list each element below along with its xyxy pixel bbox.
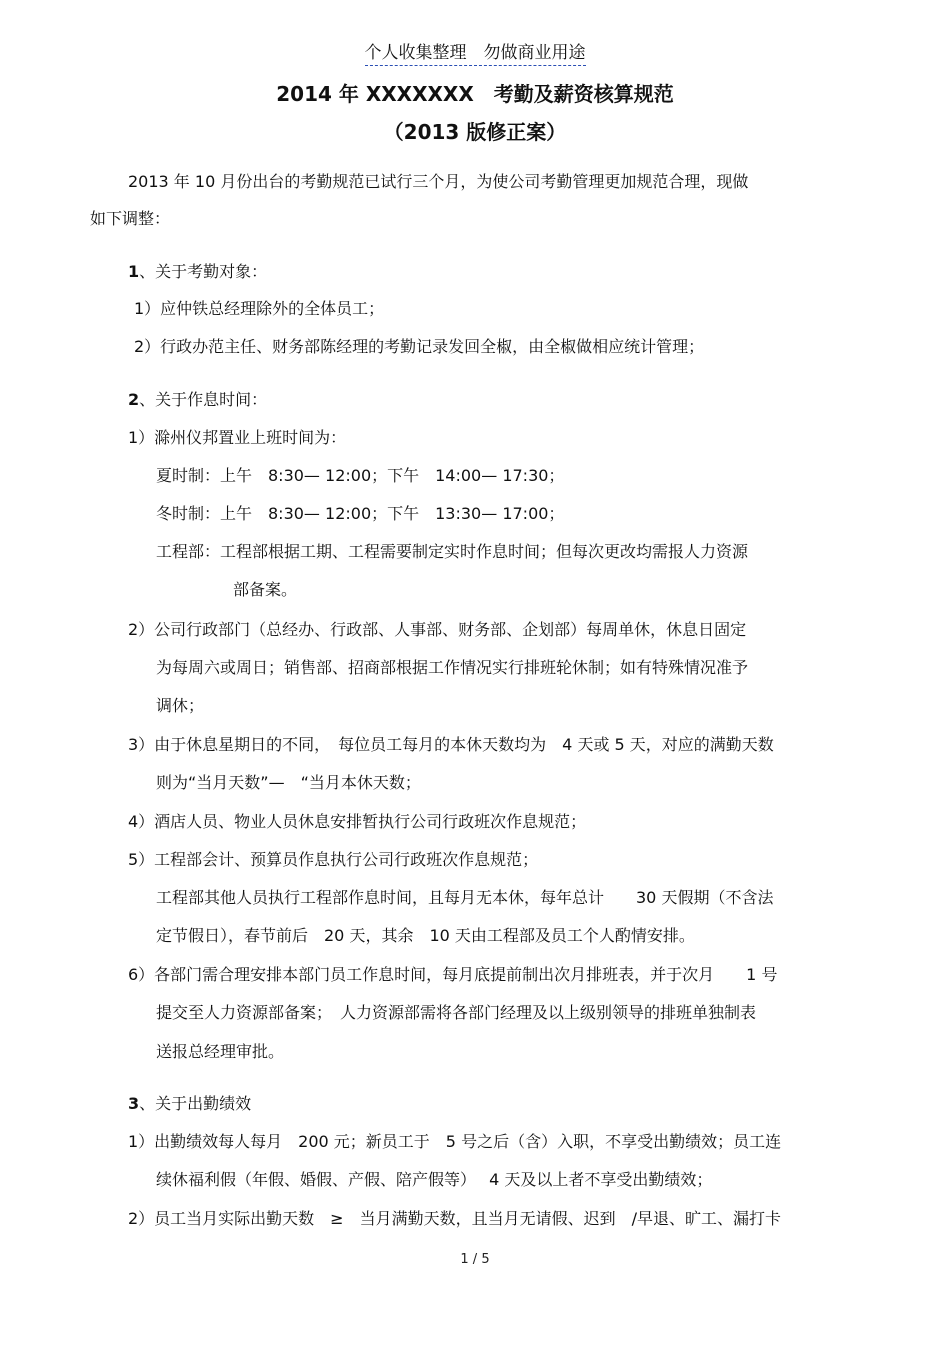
list-item-continuation: 调休； [156,696,205,715]
section-heading-1 [128,262,267,282]
schedule-line: 工程部：工程部根据工期、工程需要制定实时作息时间；但每次更改均需报人力资源 [156,542,749,561]
list-item: 3）由于休息星期日的不同， 每位员工每月的本休天数均为 4 天或 5 天，对应的满勤天数 [128,735,774,754]
section-heading-text: 、关于作息时间： [139,390,268,409]
document-title: 2014 年 XXXXXXX 考勤及薪资核算规范 [276,82,674,106]
list-item-continuation: 续休福利假（年假、婚假、产假、陪产假等） 4 天及以上者不享受出勤绩效； [156,1170,713,1189]
list-item: 4）酒店人员、物业人员休息安排暂执行公司行政班次作息规范； [128,812,587,831]
list-item: 5）工程部会计、预算员作息执行公司行政班次作息规范； [128,850,539,869]
list-item: 1）滁州仪邦置业上班时间为： [128,428,347,447]
list-item-continuation: 则为“当月天数”— “当月本休天数； [156,773,421,792]
section-heading-text: 、关于出勤绩效 [139,1094,252,1113]
schedule-line: 夏时制：上午 8:30— 12:00；下午 14:00— 17:30； [156,466,565,485]
page-number: 1 / 5 [460,1252,490,1267]
schedule-line: 冬时制：上午 8:30— 12:00；下午 13:30— 17:00； [156,504,565,523]
intro-line: 2013 年 10 月份出台的考勤规范已试行三个月，为使公司考勤管理更加规范合理，现做 [128,172,749,191]
list-item-continuation: 工程部其他人员执行工程部作息时间，且每月无本休，每年总计 30 天假期（不含法 [156,888,774,907]
list-item: 2）行政办范主任、财务部陈经理的考勤记录发回全椒，由全椒做相应统计管理； [134,337,705,356]
intro-line: 如下调整： [90,209,171,228]
list-item: 2）员工当月实际出勤天数 ≥ 当月满勤天数，且当月无请假、迟到 /早退、旷工、漏打卡 [128,1209,781,1228]
schedule-line: 部备案。 [233,580,298,599]
list-item-continuation: 定节假日），春节前后 20 天，其余 10 天由工程部及员工个人酌情安排。 [156,926,695,945]
list-item-continuation: 为每周六或周日；销售部、招商部根据工作情况实行排班轮休制；如有特殊情况准予 [156,658,749,677]
list-item-continuation: 提交至人力资源部备案； 人力资源部需将各部门经理及以上级别领导的排班单独制表 [156,1003,757,1022]
section-number: 1 [128,262,140,281]
list-item: 1）应仲铁总经理除外的全体员工； [134,299,385,318]
document-subtitle: （2013 版修正案） [383,120,567,144]
list-item: 1）出勤绩效每人每月 200 元；新员工于 5 号之后（含）入职，不享受出勤绩效；员工连 [128,1132,782,1151]
section-number: 2 [128,390,140,409]
header-note-text: 个人收集整理 勿做商业用途 [365,43,586,66]
section-number: 3 [128,1094,140,1113]
list-item-continuation: 送报总经理审批。 [156,1042,285,1061]
list-item: 6）各部门需合理安排本部门员工作息时间，每月底提前制出次月排班表，并于次月 1 号 [128,965,778,984]
list-item: 2）公司行政部门（总经办、行政部、人事部、财务部、企划部）每周单休，休息日固定 [128,620,747,639]
section-heading-text: 、关于考勤对象： [139,262,268,281]
header-note [0,38,950,63]
section-heading-2 [128,390,267,410]
section-heading-3 [128,1094,251,1114]
